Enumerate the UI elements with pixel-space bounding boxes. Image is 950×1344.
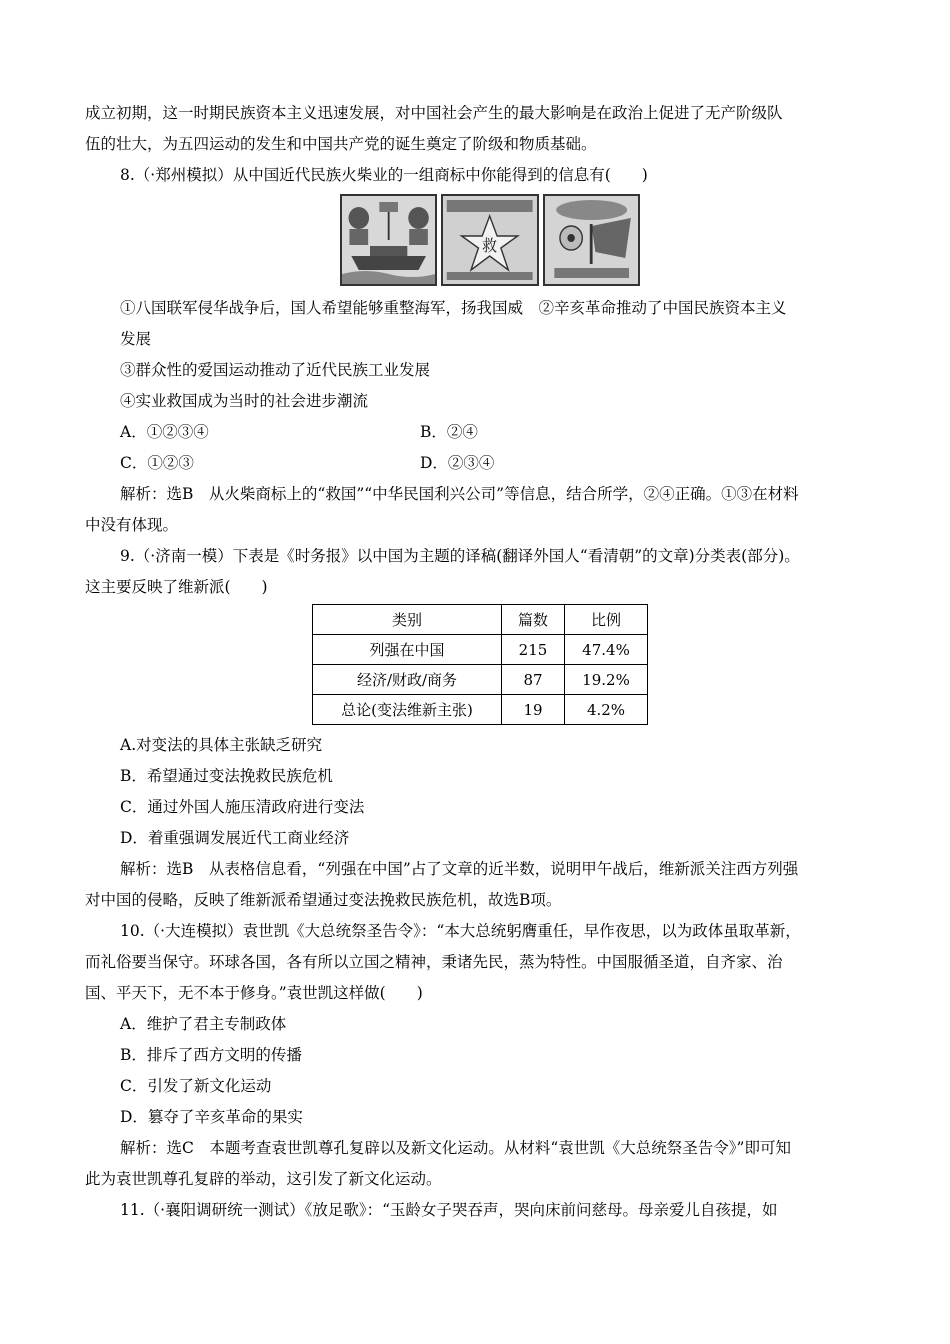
option-c: C．通过外国人施压清政府进行变法: [120, 798, 365, 816]
question-11-stem: 11.（·襄阳调研统一测试）《放足歌》：“玉龄女子哭吞声，哭向床前问慈母。母亲爱儿自孩提，如: [120, 1201, 778, 1219]
table-cell: 列强在中国: [313, 635, 502, 665]
table-header: 比例: [565, 605, 648, 635]
question-10-stem: 而礼俗要当保守。环球各国，各有所以立国之精神，秉诸先民，蒸为特性。中国服循圣道，自齐家、治: [85, 953, 783, 971]
translation-category-table: [312, 604, 648, 725]
question-9-stem: 9.（·济南一模）下表是《时务报》以中国为主题的译稿(翻译外国人“看清朝”的文章)分类表(部分)。: [120, 547, 800, 565]
option-b: B．希望通过变法挽救民族危机: [120, 767, 333, 785]
question-10-stem: 10.（·大连模拟）袁世凯《大总统祭圣告令》：“本大总统躬膺重任，早作夜思，以为政体虽取革新，: [120, 922, 801, 940]
statement-3: ③群众性的爱国运动推动了近代民族工业发展: [120, 361, 431, 379]
answer-analysis: 此为袁世凯尊孔复辟的举动，这引发了新文化运动。: [85, 1170, 442, 1188]
question-9-stem: 这主要反映了维新派( ): [85, 578, 268, 596]
option-b: B．排斥了西方文明的传播: [120, 1046, 302, 1064]
table-cell: 总论(变法维新主张): [313, 695, 502, 725]
table-row: [313, 635, 648, 665]
answer-analysis: 解析：选C 本题考查袁世凯尊孔复辟以及新文化运动。从材料“袁世凯《大总统祭圣告令》”即可知: [120, 1139, 791, 1157]
option-d: D．着重强调发展近代工商业经济: [120, 829, 350, 847]
lixing-trademark: [543, 194, 640, 286]
answer-analysis: 对中国的侵略，反映了维新派希望通过变法挽救民族危机，故选B项。: [85, 891, 562, 909]
statement-1-2: ①八国联军侵华战争后，国人希望能够重整海军，扬我国威 ②辛亥革命推动了中国民族资本主义: [120, 299, 787, 317]
option-c: C．①②③: [120, 454, 194, 472]
table-cell: 经济/财政/商务: [313, 665, 502, 695]
table-row: [313, 695, 648, 725]
table-cell: 19.2%: [565, 665, 648, 695]
table-header: 篇数: [502, 605, 565, 635]
table-header-row: [313, 605, 648, 635]
warship-trademark: [340, 194, 437, 286]
option-d: D．篡夺了辛亥革命的果实: [120, 1108, 303, 1126]
table-cell: 4.2%: [565, 695, 648, 725]
answer-analysis: 解析：选B 从火柴商标上的“救国”“中华民国利兴公司”等信息，结合所学，②④正确。①③在材料: [120, 485, 799, 503]
option-a: A．维护了君主专制政体: [120, 1015, 287, 1033]
matchbox-trademarks: [340, 194, 640, 286]
option-d: D．②③④: [420, 454, 495, 472]
table-cell: 47.4%: [565, 635, 648, 665]
jiuguo-logo-text: 救: [482, 236, 498, 256]
option-b: B．②④: [420, 423, 478, 441]
statement-4: ④实业救国成为当时的社会进步潮流: [120, 392, 369, 410]
option-a: A．①②③④: [120, 423, 209, 441]
answer-analysis: 中没有体现。: [85, 516, 179, 534]
jiuguo-trademark: [441, 194, 538, 286]
answer-analysis: 解析：选B 从表格信息看，“列强在中国”占了文章的近半数，说明甲午战后，维新派关注西方列强: [120, 860, 799, 878]
table-cell: 19: [502, 695, 565, 725]
paragraph-line: 发展: [120, 330, 152, 348]
question-10-stem: 国、平天下，无不本于修身。”袁世凯这样做( ): [85, 984, 423, 1002]
table-cell: 87: [502, 665, 565, 695]
paragraph-line: 成立初期，这一时期民族资本主义迅速发展，对中国社会产生的最大影响是在政治上促进了无产阶级队: [85, 104, 783, 122]
paragraph-line: 伍的壮大，为五四运动的发生和中国共产党的诞生奠定了阶级和物质基础。: [85, 135, 597, 153]
option-a: A.对变法的具体主张缺乏研究: [120, 736, 323, 754]
table-row: [313, 665, 648, 695]
option-c: C．引发了新文化运动: [120, 1077, 272, 1095]
table-cell: 215: [502, 635, 565, 665]
question-8-stem: 8.（·郑州模拟）从中国近代民族火柴业的一组商标中你能得到的信息有( ): [120, 166, 648, 184]
table-header: 类别: [313, 605, 502, 635]
